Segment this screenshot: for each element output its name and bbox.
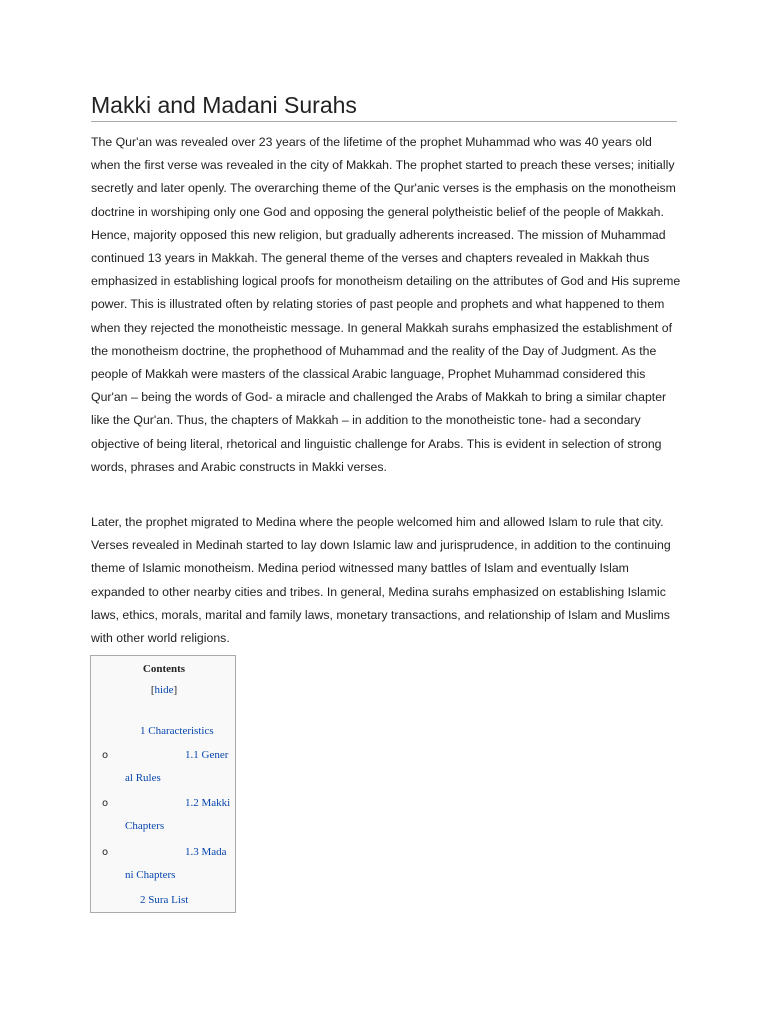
table-of-contents <box>90 655 236 913</box>
toc-link-makki-chapters-line2[interactable]: Chapters <box>125 820 165 832</box>
toc-link-madani-chapters-line2[interactable]: ni Chapters <box>125 869 176 881</box>
toc-toggle-close-bracket: ] <box>173 684 178 696</box>
toc-title: Contents <box>142 663 186 675</box>
paragraph-makki: The Qur'an was revealed over 23 years of the lifetime of the prophet Muhammad who was 40 years old when the first verse was revealed in the city of Makkah. The prophet started to preach these verses; initially secretly and later openly. The overarching theme of the Qur'anic verses is the emphasis on the monotheism doctrine in worshiping only one God and opposing the general polytheistic belief of the people of Makkah. Hence, majority opposed this new religion, but gradually adherents increased. The mission of Muhammad continued 13 years in Makkah. The general theme of the verses and chapters revealed in Makkah thus emphasized in establishing logical proofs for monotheism detailing on the attributes of God and His supreme power. This is illustrated often by relating stories of past people and prophets and what happened to them when they rejected the monotheistic message. In general Makkah surahs emphasized the establishment of the monotheism doctrine, the prophethood of Muhammad and the reality of the Day of Judgment. As the people of Makkah were masters of the classical Arabic language, Prophet Muhammad considered this Qur'an – being the words of God- a miracle and challenged the Arabs of Makkah to bring a similar chapter like the Qur'an. Thus, the chapters of Makkah – in addition to the monotheistic tone- had a secondary objective of being literal, rhetorical and linguistic challenge for Arabs. This is evident in selection of strong words, phrases and Arabic constructs in Makki verses. <box>91 135 681 474</box>
toc-item-characteristics[interactable] <box>140 720 214 743</box>
toc-toggle-open-bracket: [ <box>150 684 155 696</box>
toc-link-characteristics[interactable]: 1 Characteristics <box>140 725 214 737</box>
toc-toggle <box>91 684 237 696</box>
toc-item-makki-chapters[interactable] <box>125 792 235 838</box>
paragraph-madani: Later, the prophet migrated to Medina where the people welcomed him and allowed Islam to rule that city. Verses revealed in Medinah started to lay down Islamic law and jurisprudence, in addition to the continuing theme of Islamic monotheism. Medina period witnessed many battles of Islam and eventually Islam expanded to other nearby cities and tribes. In general, Medina surahs emphasized on establishing Islamic laws, ethics, morals, marital and family laws, monetary transactions, and relationship of Islam and Muslims with other world religions. <box>91 515 671 646</box>
toc-item-madani-chapters[interactable] <box>125 841 235 887</box>
toc-link-makki-chapters-line1[interactable]: 1.2 Makki <box>185 797 231 809</box>
toc-item-general-rules[interactable] <box>125 744 235 790</box>
toc-link-sura-list[interactable]: 2 Sura List <box>140 894 189 906</box>
toc-hide-link[interactable]: hide <box>154 684 174 696</box>
toc-bullet-icon: o <box>102 798 109 809</box>
toc-link-madani-chapters-line1[interactable]: 1.3 Mada <box>185 846 227 858</box>
toc-item-sura-list[interactable] <box>140 889 188 912</box>
toc-link-general-rules-line1[interactable]: 1.1 Gener <box>185 749 229 761</box>
toc-bullet-icon: o <box>102 750 109 761</box>
toc-link-general-rules-line2[interactable]: al Rules <box>125 772 161 784</box>
page-title: Makki and Madani Surahs <box>91 90 677 122</box>
toc-bullet-icon: o <box>102 847 109 858</box>
